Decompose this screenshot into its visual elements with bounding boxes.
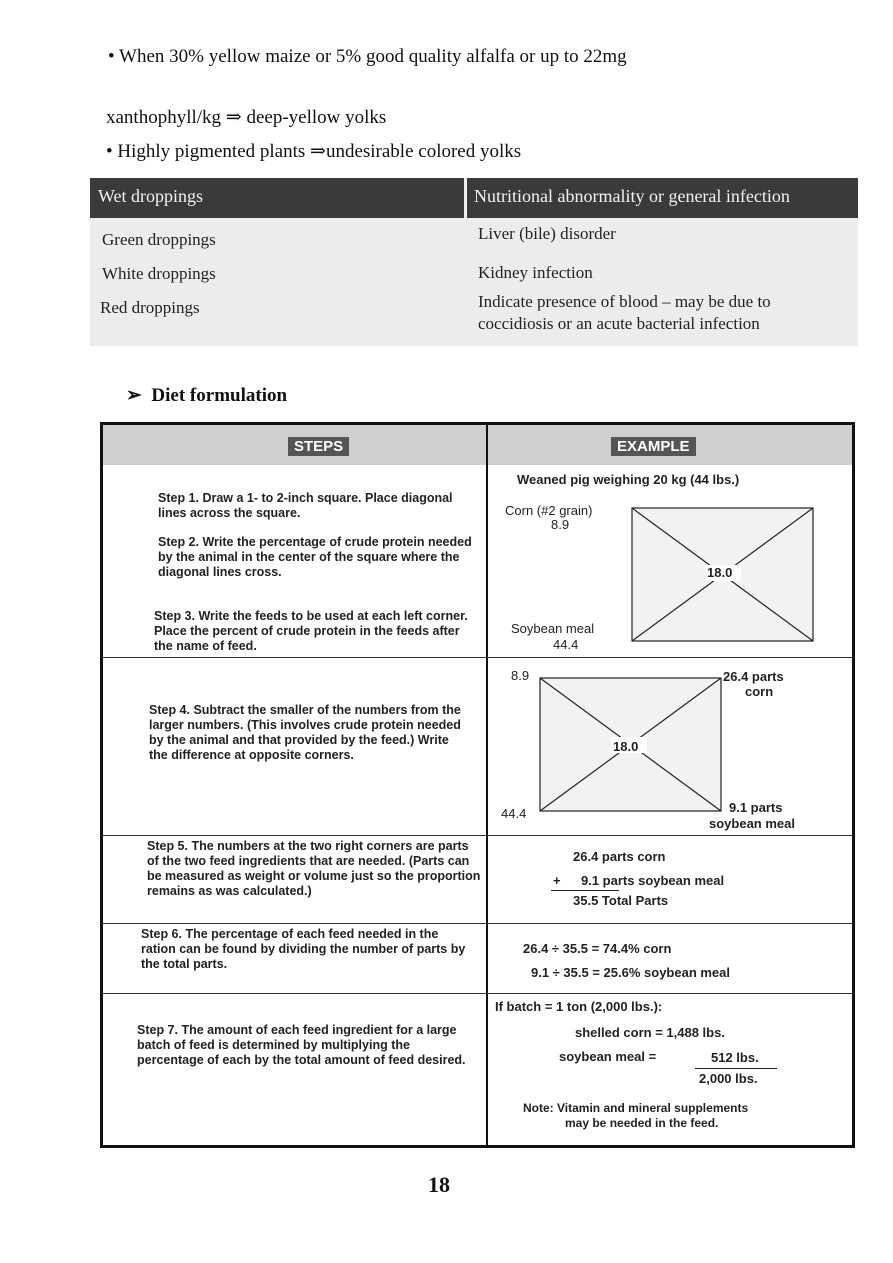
step-2: Step 2. Write the percentage of crude protein needed by the animal in the center of the square where the diagonal lines cross. xyxy=(158,535,472,579)
step5-total-parts: 35.5 Total Parts xyxy=(573,893,669,908)
sq2-br: 9.1 parts xyxy=(729,800,783,815)
step6-corn-pct: 26.4 ÷ 35.5 = 74.4% corn xyxy=(523,941,672,956)
sq1-feed1-cp: 8.9 xyxy=(551,517,570,532)
step-1: Step 1. Draw a 1- to 2-inch square. Place diagonal lines across the square. xyxy=(158,491,453,520)
column-divider xyxy=(486,425,488,1145)
sq2-center: 18.0 xyxy=(613,739,639,754)
steps-table-header xyxy=(103,425,852,465)
header-abnormality: Nutritional abnormality or general infection xyxy=(474,186,790,206)
step-7: Step 7. The amount of each feed ingredient for a large batch of feed is determined by multiplying the percentage of each by the total amount of feed desired. xyxy=(137,1023,466,1067)
step-3: Step 3. Write the feeds to be used at each left corner. Place the percent of crude protein in the feeds after the name of feed. xyxy=(154,609,468,653)
row-divider-3 xyxy=(103,923,852,924)
header-example: EXAMPLE xyxy=(611,437,696,456)
step5-sum-line xyxy=(551,890,619,891)
sq2-bl: 44.4 xyxy=(501,806,527,821)
row-divider-2 xyxy=(103,835,852,836)
step5-plus-sign: + xyxy=(553,873,561,888)
step7-note-1: Note: Vitamin and mineral supplements xyxy=(523,1101,749,1115)
step7-soy-value: 512 lbs. xyxy=(711,1050,759,1065)
row-divider-4 xyxy=(103,993,852,994)
step7-total: 2,000 lbs. xyxy=(699,1071,758,1086)
row-white-cause: Kidney infection xyxy=(478,263,593,282)
bullet-pigmented: • Highly pigmented plants ⇒undesirable colored yolks xyxy=(106,141,522,162)
droppings-table-body xyxy=(90,218,858,346)
step7-batch: If batch = 1 ton (2,000 lbs.): xyxy=(495,999,663,1014)
droppings-table-header xyxy=(90,178,858,218)
row-divider-1 xyxy=(103,657,852,658)
bullet-maize-line1: • When 30% yellow maize or 5% good quality alfalfa or up to 22mg xyxy=(108,46,627,67)
steps-table xyxy=(100,422,855,1148)
page-number: 18 xyxy=(428,1172,450,1197)
step7-sum-line xyxy=(695,1068,777,1069)
step7-note-2: may be needed in the feed. xyxy=(565,1116,719,1130)
header-steps: STEPS xyxy=(288,437,349,456)
sq2-tr: 26.4 parts xyxy=(723,669,784,684)
step5-soy-parts: 9.1 parts soybean meal xyxy=(581,873,725,888)
row-red-dropping: Red droppings xyxy=(100,298,200,317)
droppings-table xyxy=(90,178,858,346)
row-red-cause-cont: coccidiosis or an acute bacterial infection xyxy=(478,314,760,333)
row-green-dropping: Green droppings xyxy=(102,230,216,249)
sq1-center: 18.0 xyxy=(707,565,733,580)
step-4: Step 4. Subtract the smaller of the numbers from the larger numbers. (This involves crude protein needed by the animal and that provided by the feed.) Write the difference at opposite corners. xyxy=(149,703,461,762)
step6-soy-pct: 9.1 ÷ 35.5 = 25.6% soybean meal xyxy=(531,965,731,980)
row-white-dropping: White droppings xyxy=(102,264,216,283)
step7-soy-label: soybean meal = xyxy=(559,1049,657,1064)
bullet-maize-line2: xanthophyll/kg ⇒ deep-yellow yolks xyxy=(106,107,387,128)
arrow-bullet-icon: ➢ xyxy=(126,385,142,406)
row-red-cause: Indicate presence of blood – may be due to xyxy=(478,292,771,311)
bullet-maize xyxy=(108,46,808,68)
step-6: Step 6. The percentage of each feed needed in the ration can be found by dividing the number of parts by the total parts. xyxy=(141,927,466,971)
example-title: Weaned pig weighing 20 kg (44 lbs.) xyxy=(517,472,740,487)
sq1-feed1: Corn (#2 grain) xyxy=(505,503,593,518)
sq1-feed2-cp: 44.4 xyxy=(553,637,579,652)
sq2-tr2: corn xyxy=(745,684,774,699)
diet-formulation-text: Diet formulation xyxy=(151,385,288,406)
sq2-br2: soybean meal xyxy=(709,816,795,831)
sq2-tl: 8.9 xyxy=(511,668,530,683)
step7-corn: shelled corn = 1,488 lbs. xyxy=(575,1025,725,1040)
diet-formulation-title xyxy=(126,384,287,407)
header-wet-droppings: Wet droppings xyxy=(98,186,204,206)
sq1-feed2: Soybean meal xyxy=(511,621,595,636)
step5-corn-parts: 26.4 parts corn xyxy=(573,849,666,864)
row-green-cause: Liver (bile) disorder xyxy=(478,224,616,243)
step-5: Step 5. The numbers at the two right corners are parts of the two feed ingredients that are needed. (Parts can be measured as weight or volume just so the proportion remains as was calculated.) xyxy=(147,839,481,898)
header-divider xyxy=(464,178,467,218)
